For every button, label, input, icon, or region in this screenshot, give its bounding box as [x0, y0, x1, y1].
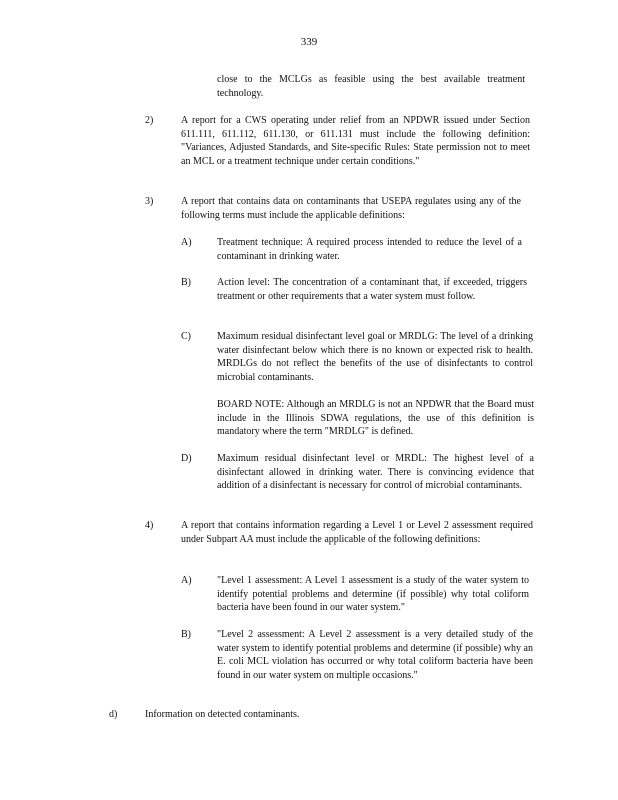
item-4a-label: A): [181, 575, 192, 586]
item-3a-paragraph: Treatment technique: A required process intended to reduce the level of a contaminant in drinking water.: [217, 237, 522, 262]
item-3d-paragraph: Maximum residual disinfectant level or MRDL: The highest level of a disinfectant allowed in drinking water. There is convincing evidence that addition of a disinfectant is necessary for control of microbial contaminants.: [217, 453, 534, 492]
item-3-label: 3): [145, 196, 154, 207]
item-4b-label: B): [181, 629, 191, 640]
item-4-label: 4): [145, 520, 154, 531]
intro-continuation: close to the MCLGs as feasible using the best available treatment technology.: [217, 74, 525, 99]
item-2-label: 2): [145, 115, 154, 126]
item-3c-paragraph: Maximum residual disinfectant level goal or MRDLG: The level of a drinking water disinfectant below which there is no known or expected risk to health. MRDLGs do not reflect the benefits of the use of disinfectants to control microbial contaminants.: [217, 331, 533, 383]
page-number: 339: [300, 36, 318, 48]
item-4-paragraph: A report that contains information regarding a Level 1 or Level 2 assessment required under Subpart AA must include the applicable of the following definitions:: [181, 520, 533, 545]
section-d-label: d): [109, 709, 118, 720]
item-3d-label: D): [181, 453, 192, 464]
item-3b-paragraph: Action level: The concentration of a contaminant that, if exceeded, triggers treatment or other requirements that a water system must follow.: [217, 277, 527, 302]
item-3a-label: A): [181, 237, 192, 248]
item-3-paragraph: A report that contains data on contaminants that USEPA regulates using any of the following terms must include the applicable definitions:: [181, 196, 521, 221]
item-2-paragraph: A report for a CWS operating under relief from an NPDWR issued under Section 611.111, 611.112, 611.130, or 611.131 must include the following definition: "Variances, Adjusted Standards, and Site-specific Rules: State permission not to meet an MCL or a treatment technique under certain conditions.": [181, 115, 530, 167]
item-3b-label: B): [181, 277, 191, 288]
section-d-heading: Information on detected contaminants.: [145, 709, 300, 720]
board-note: BOARD NOTE: Although an MRDLG is not an NPDWR that the Board must include in the Illinois SDWA regulations, the use of this definition is mandatory where the term "MRDLG" is defined.: [217, 399, 534, 438]
item-3c-label: C): [181, 331, 191, 342]
item-4a-paragraph: "Level 1 assessment: A Level 1 assessment is a study of the water system to identify potential problems and determine (if possible) why total coliform bacteria have been found in our water system.": [217, 575, 529, 614]
item-4b-paragraph: "Level 2 assessment: A Level 2 assessment is a very detailed study of the water system to identify potential problems and determine (if possible) why an E. coli MCL violation has occurred or why total coliform bacteria have been found in our water system on multiple occasions.": [217, 629, 533, 681]
